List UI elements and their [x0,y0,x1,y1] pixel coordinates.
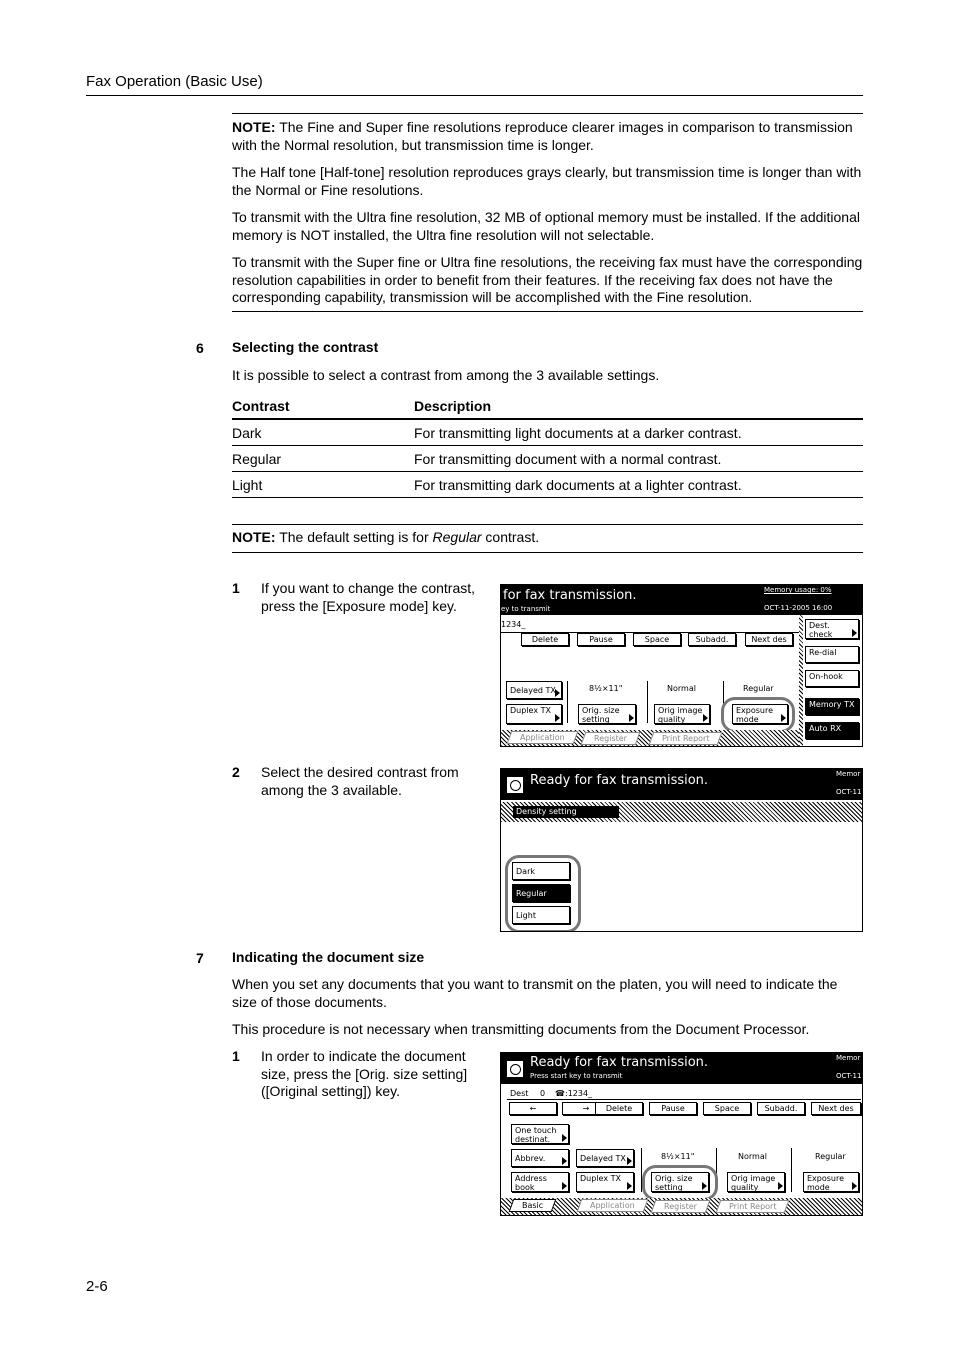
regular-option-button[interactable]: Regular [512,884,570,902]
note-default-contrast [232,529,539,547]
substep-text-exposure: If you want to change the contrast, press the [Exposure mode] key. [261,580,476,614]
on-hook-button[interactable]: On-hook [805,670,859,687]
tab-label: Register [664,1202,697,1211]
table-cell-description: For transmitting dark documents at a lighter contrast. [414,476,742,493]
page-number: 2-6 [86,1278,108,1295]
note2-label: NOTE: [232,529,276,545]
screen-title: Ready for fax transmission. [530,773,709,788]
density-setting-label: Density setting [513,806,619,818]
separator [647,681,648,723]
screen-basic-orig-size [500,1052,863,1216]
screen-title-bar [501,1053,862,1084]
highlight-oval [642,1165,718,1201]
orig-image-quality-button[interactable]: Orig image quality [727,1172,785,1192]
dest-check-button[interactable]: Dest. check [805,619,859,639]
step-number-7: 7 [196,950,204,966]
highlight-oval [505,855,581,932]
step7-paragraph-2: This procedure is not necessary when transmitting documents from the Document Processor. [232,1021,810,1037]
note-paragraph-3: To transmit with the Ultra fine resolution, 32 MB of optional memory must be installed. If the additional memory is NOT installed, the Ultra fine resolution will not selectable. [232,209,860,243]
tab-label: Register [594,734,627,743]
substep-number-1: 1 [232,580,240,596]
note2-top-rule [232,524,863,525]
tab-print-report[interactable] [716,1200,790,1213]
delete-button[interactable]: Delete [595,1102,643,1115]
address-book-button[interactable]: Address book [511,1172,569,1192]
tab-label: Print Report [662,734,710,743]
table-cell-contrast: Light [232,476,263,493]
next-dest-button[interactable]: Next des [745,633,793,646]
step-number-6: 6 [196,340,204,356]
dest-count: 0 [540,1089,546,1098]
exposure-mode-button[interactable]: Exposure mode [732,704,788,724]
table-header-description: Description [414,397,492,414]
paper-size-value: 8½×11" [661,1152,695,1161]
screen-title: for fax transmission. [503,588,637,603]
tab-application[interactable] [507,731,578,744]
note-paragraph-1 [232,119,863,154]
screen-title-bar [501,769,862,800]
pause-button[interactable]: Pause [577,633,625,646]
tab-label: Application [520,733,565,742]
table-row [232,446,863,472]
destination-field [501,617,799,633]
substep-text-orig-size: In order to indicate the document size, press the [Orig. size setting] ([Original setting]) key. [261,1048,468,1099]
orig-image-quality-button[interactable]: Orig image quality [654,704,710,724]
tab-print-report[interactable] [649,732,723,745]
phone-icon: ☎ [555,1089,565,1098]
datetime: OCT-11-2005 16:00 [764,604,833,612]
note-label: NOTE: [232,119,276,135]
dark-option-button[interactable]: Dark [512,862,570,880]
header-rule [86,95,863,96]
duplex-tx-button[interactable]: Duplex TX [576,1172,634,1192]
screen-basic-exposure [500,584,863,747]
contrast-table [232,393,863,498]
screen-subtitle: ey to transmit [501,605,551,613]
table-row [232,472,863,498]
memory-usage: Memor [836,770,861,778]
separator [567,681,568,723]
subadd-button[interactable]: Subadd. [688,633,736,646]
table-header-contrast: Contrast [232,397,290,414]
screen-title: Ready for fax transmission. [530,1055,709,1070]
duplex-tx-button[interactable]: Duplex TX [506,704,562,724]
tab-label: Basic [522,1201,544,1210]
space-button[interactable]: Space [703,1102,751,1115]
light-option-button[interactable]: Light [512,906,570,924]
delete-button[interactable]: Delete [521,633,569,646]
screen-divider [799,615,803,746]
separator [791,1148,792,1192]
table-cell-description: For transmitting light documents at a darker contrast. [414,424,742,441]
delayed-tx-button[interactable]: Delayed TX [506,681,562,699]
memory-usage: Memory usage: 0% [764,586,832,594]
auto-rx-button[interactable]: Auto RX [805,722,859,739]
note-paragraph-2: The Half tone [Half-tone] resolution reproduces grays clearly, but transmission time is longer than with the Normal or Fine resolutions. [232,164,862,198]
table-cell-description: For transmitting document with a normal contrast. [414,450,722,467]
step7-title: Indicating the document size [232,949,425,965]
table-row [232,419,863,446]
table-cell-contrast: Regular [232,450,282,467]
paper-size-value: 8½×11" [589,684,623,693]
exposure-value: Regular [815,1152,846,1161]
substep-text-select: Select the desired contrast from among the 3 available. [261,764,459,798]
note-bottom-rule [232,311,863,312]
subadd-button[interactable]: Subadd. [757,1102,805,1115]
note-text-1: The Fine and Super fine resolutions reproduce clearer images in comparison to transmission with the Normal resolution, but transmission time is longer. [232,119,853,153]
substep-number-2: 2 [232,764,240,780]
step7-paragraph-1: When you set any documents that you want to transmit on the platen, you will need to indicate the size of those documents. [232,976,838,1010]
orig-size-setting-button[interactable]: Orig. size setting [651,1172,709,1192]
tab-basic[interactable] [509,1199,557,1212]
one-touch-button[interactable]: One touch destinat. [511,1124,569,1144]
exposure-mode-button[interactable]: Exposure mode [803,1172,859,1192]
step6-intro: It is possible to select a contrast from among the 3 available settings. [232,367,660,383]
table-header-row [232,393,863,419]
tab-register[interactable] [581,732,641,745]
note-top-rule [232,113,863,114]
left-arrow-button[interactable]: ← [509,1102,557,1115]
datetime: OCT-11 [836,788,862,796]
screen-density-setting [500,768,863,932]
image-quality-value: Normal [667,684,696,693]
table-cell-contrast: Dark [232,424,262,441]
note2-text-pre: The default setting is for [275,529,433,545]
orig-size-setting-button[interactable]: Orig. size setting [578,704,636,724]
tab-register[interactable] [651,1200,711,1213]
substep-number-1: 1 [232,1048,240,1064]
fax-icon [506,776,524,794]
destination-number: :1234_ [565,1089,593,1098]
pause-button[interactable]: Pause [649,1102,697,1115]
note2-text-em: Regular [432,529,482,545]
tab-label: Application [590,1201,635,1210]
fax-icon [506,1060,524,1078]
abbrev-button[interactable]: Abbrev. [511,1149,569,1167]
page-header: Fax Operation (Basic Use) [86,73,263,90]
datetime: OCT-11 [836,1072,862,1080]
redial-button[interactable]: Re-dial [805,646,859,663]
memory-usage: Memor [836,1054,861,1062]
tab-application[interactable] [577,1199,648,1212]
step6-title: Selecting the contrast [232,339,379,355]
screen-subtitle: Press start key to transmit [530,1072,623,1080]
right-arrow-button[interactable]: → [562,1102,610,1115]
highlight-oval [721,697,795,733]
delayed-tx-button[interactable]: Delayed TX [576,1149,634,1167]
memory-tx-button[interactable]: Memory TX [805,698,859,715]
screen-title-bar [501,585,862,615]
note2-bottom-rule [232,552,863,553]
note2-text-post: contrast. [481,529,540,545]
note-paragraph-4: To transmit with the Super fine or Ultra fine resolutions, the receiving fax must have the corresponding resolution capabilities in order to benefit from their features. If the receiving fax does not have the corresponding capability, transmission will be accomplished with the Fine resolution. [232,254,863,305]
space-button[interactable]: Space [633,633,681,646]
image-quality-value: Normal [738,1152,767,1161]
tab-label: Print Report [729,1202,777,1211]
destination-number: 1234_ [501,620,526,629]
exposure-value: Regular [743,684,774,693]
dest-label: Dest [510,1089,529,1098]
next-dest-button[interactable]: Next des [811,1102,861,1115]
